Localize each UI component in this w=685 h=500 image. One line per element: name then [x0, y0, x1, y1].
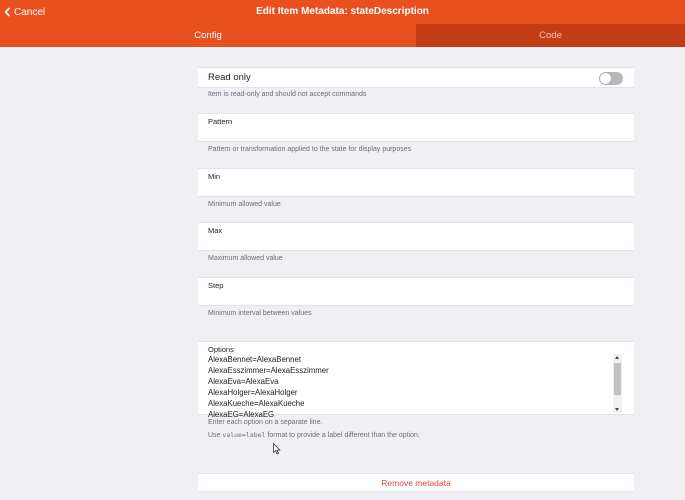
max-label: Max — [208, 226, 223, 235]
hint-prefix: Use — [208, 432, 223, 439]
cancel-label: Cancel — [14, 6, 46, 18]
mouse-cursor-icon — [273, 443, 281, 455]
pattern-input[interactable] — [208, 127, 618, 140]
read-only-row — [198, 67, 634, 88]
tab-bar — [0, 24, 685, 47]
scroll-down-icon[interactable] — [615, 408, 619, 411]
toggle-knob — [600, 73, 611, 84]
max-hint: Maximum allowed value — [208, 255, 283, 262]
max-field — [198, 222, 634, 251]
step-label: Step — [208, 281, 224, 290]
scroll-up-icon[interactable] — [615, 356, 619, 359]
pattern-field — [198, 113, 634, 142]
scroll-thumb[interactable] — [614, 363, 621, 395]
min-field — [198, 168, 634, 197]
read-only-toggle[interactable] — [599, 72, 623, 85]
read-only-hint: Item is read-only and should not accept commands — [208, 91, 367, 98]
options-textarea[interactable] — [208, 354, 613, 419]
min-label: Min — [208, 172, 221, 181]
option-line: AlexaEsszimmer=AlexaEsszimmer — [208, 366, 329, 375]
options-label: Options — [208, 345, 234, 354]
min-input[interactable] — [208, 182, 618, 195]
hint-suffix: format to provide a label different than the option. — [265, 432, 420, 439]
read-only-label: Read only — [208, 72, 251, 83]
option-line: AlexaEva=AlexaEva — [208, 377, 279, 386]
pattern-label: Pattern — [208, 117, 233, 126]
tab-config[interactable]: Config — [194, 30, 222, 41]
options-field — [198, 341, 634, 419]
remove-metadata-button[interactable]: Remove metadata — [198, 473, 634, 492]
tab-code[interactable]: Code — [416, 24, 685, 47]
option-line: AlexaBennet=AlexaBennet — [208, 355, 301, 364]
step-input[interactable] — [208, 291, 618, 304]
options-hint-2 — [208, 431, 420, 439]
option-line: AlexaHolger=AlexaHolger — [208, 388, 298, 397]
page-title: Edit Item Metadata: stateDescription — [256, 6, 429, 17]
options-hint-1: Enter each option on a separate line. — [208, 419, 323, 426]
step-hint: Minimum interval between values — [208, 310, 312, 317]
max-input[interactable] — [208, 236, 618, 249]
option-line: AlexaEG=AlexaEG — [208, 410, 275, 419]
navbar — [0, 0, 685, 24]
option-line: AlexaKueche=AlexaKueche — [208, 399, 305, 408]
pattern-hint: Pattern or transformation applied to the state for display purposes — [208, 146, 412, 153]
step-field — [198, 277, 634, 306]
hint-code: value=label — [222, 431, 266, 439]
options-scrollbar[interactable] — [613, 354, 622, 413]
min-hint: Minimum allowed value — [208, 201, 281, 208]
